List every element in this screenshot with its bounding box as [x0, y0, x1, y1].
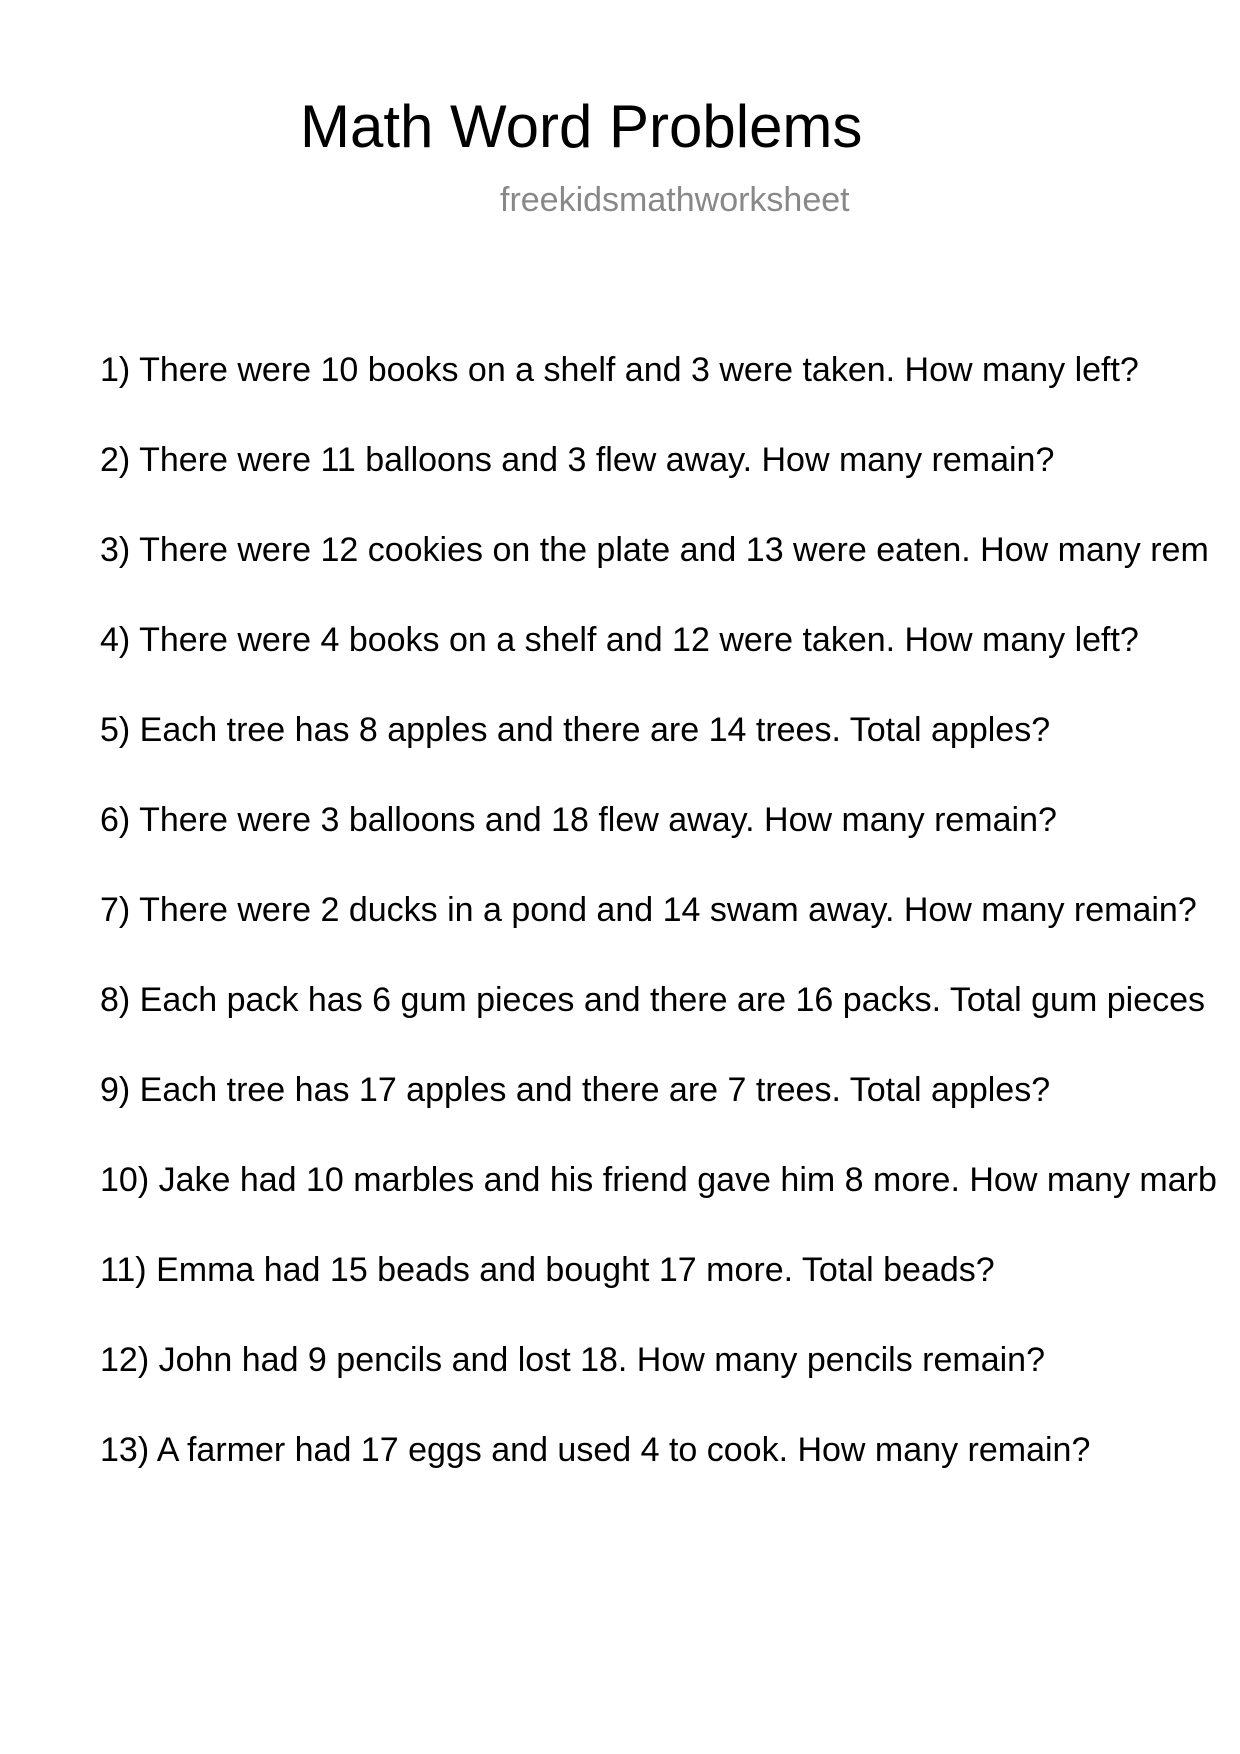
problem-10: 10) Jake had 10 marbles and his friend gave him 8 more. How many marb [100, 1161, 1217, 1199]
problem-9: 9) Each tree has 17 apples and there are 7 trees. Total apples? [100, 1071, 1051, 1109]
problem-5: 5) Each tree has 8 apples and there are 14 trees. Total apples? [100, 711, 1051, 749]
problem-12: 12) John had 9 pencils and lost 18. How many pencils remain? [100, 1341, 1045, 1379]
page-title: Math Word Problems [300, 93, 863, 160]
problem-13: 13) A farmer had 17 eggs and used 4 to cook. How many remain? [100, 1431, 1091, 1469]
problem-3: 3) There were 12 cookies on the plate and 13 were eaten. How many rem [100, 531, 1209, 569]
problem-8: 8) Each pack has 6 gum pieces and there are 16 packs. Total gum pieces [100, 981, 1206, 1019]
problem-4: 4) There were 4 books on a shelf and 12 were taken. How many left? [100, 621, 1139, 659]
problem-list [100, 346, 1217, 1516]
problem-11: 11) Emma had 15 beads and bought 17 more. Total beads? [100, 1251, 995, 1289]
problem-1: 1) There were 10 books on a shelf and 3 were taken. How many left? [100, 351, 1139, 389]
problem-2: 2) There were 11 balloons and 3 flew away. How many remain? [100, 441, 1055, 479]
page-subtitle: freekidsmathworksheet [500, 181, 850, 219]
problem-6: 6) There were 3 balloons and 18 flew away. How many remain? [100, 801, 1057, 839]
problem-7: 7) There were 2 ducks in a pond and 14 swam away. How many remain? [100, 891, 1197, 929]
